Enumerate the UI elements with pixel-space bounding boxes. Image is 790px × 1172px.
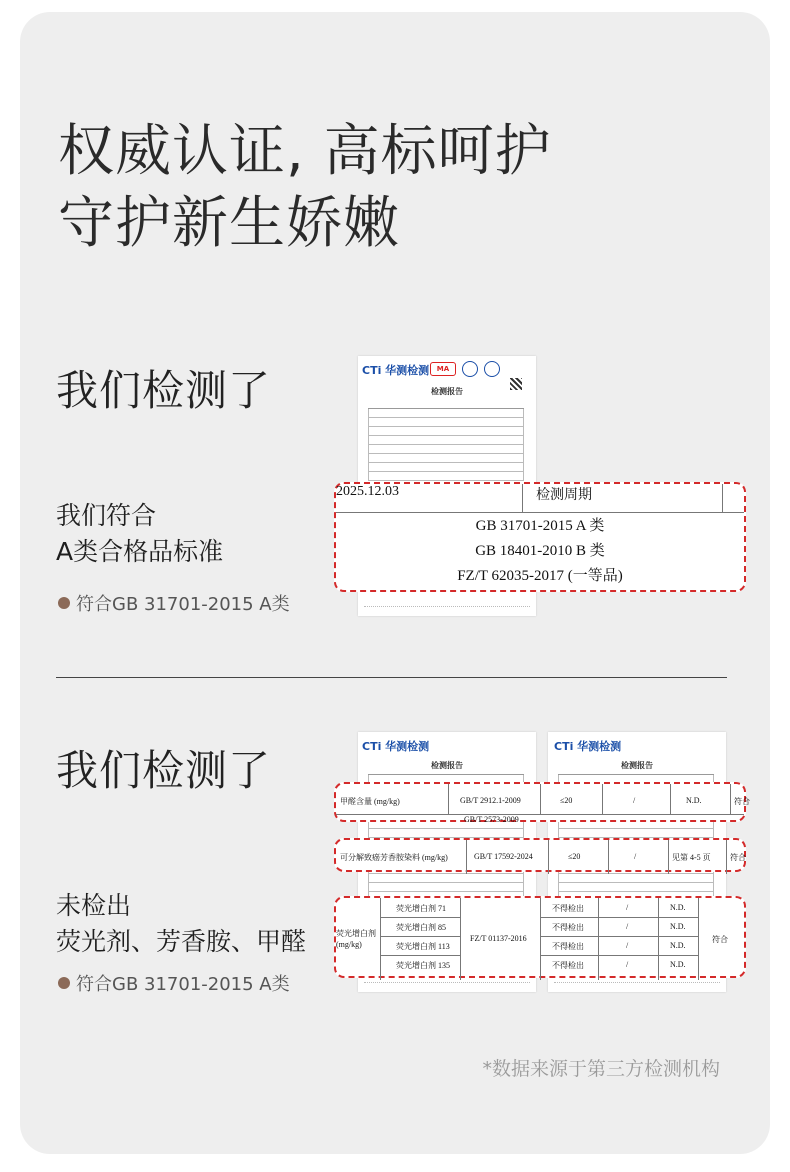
formaldehyde-limit: ≤20 <box>560 796 573 805</box>
report-title: 检测报告 <box>431 386 463 396</box>
report-title: 检测报告 <box>621 760 653 770</box>
brightener-row-limit: 不得检出 <box>552 961 584 970</box>
report-footer <box>364 982 530 984</box>
brightener-row-result: N.D. <box>670 941 686 950</box>
section2-note-text: 符合GB 31701-2015 A类 <box>76 974 290 995</box>
brightener-row-result: N.D. <box>670 922 686 931</box>
brightener-row-dash: / <box>626 903 629 912</box>
amine-result: 见第 4-5 页 <box>672 853 711 862</box>
period-label: 检测周期 <box>536 488 592 503</box>
headline-line1: 权威认证, 高标呵护 <box>58 119 552 184</box>
brightener-row-name: 荧光增白剂 71 <box>396 904 446 913</box>
report-title: 检测报告 <box>431 760 463 770</box>
section1-sub-line1: 我们符合 <box>56 501 157 530</box>
brightener-row-dash: / <box>626 922 629 931</box>
headline-line2: 守护新生娇嫩 <box>58 191 400 256</box>
section2-sub-line1: 未检出 <box>56 891 132 920</box>
section2-sub-line2: 荧光剂、芳香胺、甲醛 <box>56 927 307 956</box>
amine-item: 可分解致癌芳香胺染料 (mg/kg) <box>340 853 448 862</box>
formaldehyde-dash: / <box>633 796 636 805</box>
formaldehyde-method: GB/T 2912.1-2009 <box>460 796 521 805</box>
cti-logo: CTi 华测检测 <box>362 740 430 753</box>
ilac-seal-icon <box>462 361 478 377</box>
brightener-method: FZ/T 01137-2016 <box>470 934 527 943</box>
brightener-row-result: N.D. <box>670 903 686 912</box>
cnas-seal-icon <box>484 361 500 377</box>
section-divider <box>56 677 727 678</box>
poster-card <box>20 12 770 1154</box>
brightener-item-line1: 荧光增白剂 <box>336 929 376 938</box>
aromatic-amine-highlight-box <box>334 838 746 872</box>
amine-verdict: 符合 <box>730 853 746 862</box>
section1-note-text: 符合GB 31701-2015 A类 <box>76 594 290 615</box>
brightener-highlight-box <box>334 896 746 978</box>
cma-mark-icon: MA <box>430 362 456 376</box>
formaldehyde-result: N.D. <box>686 796 702 805</box>
formaldehyde-highlight-box <box>334 782 750 824</box>
section2-note <box>58 970 290 996</box>
standard-1: GB 31701-2015 A 类 <box>475 518 605 534</box>
brightener-row-limit: 不得检出 <box>552 923 584 932</box>
bullet-dot-icon <box>58 597 70 609</box>
brightener-row-dash: / <box>626 960 629 969</box>
report-footer <box>554 982 720 984</box>
report-table <box>368 408 524 481</box>
data-source-note: *数据来源于第三方检测机构 <box>482 1058 720 1080</box>
section1-title: 我们检测了 <box>56 366 272 415</box>
brightener-item-line2: (mg/kg) <box>336 940 362 949</box>
amine-dash: / <box>634 852 637 861</box>
brightener-verdict: 符合 <box>712 935 728 944</box>
standards-highlight-box <box>334 482 746 592</box>
formaldehyde-item: 甲醛含量 (mg/kg) <box>340 797 400 806</box>
standard-3: FZ/T 62035-2017 (一等品) <box>457 568 623 584</box>
brightener-row-limit: 不得检出 <box>552 942 584 951</box>
cti-logo: CTi 华测检测 <box>362 364 430 377</box>
brightener-row-name: 荧光增白剂 85 <box>396 923 446 932</box>
section1-sub-line2: A类合格品标准 <box>56 537 224 566</box>
section1-note <box>58 590 290 616</box>
section2-title: 我们检测了 <box>56 746 272 795</box>
brightener-row-name: 荧光增白剂 113 <box>396 942 450 951</box>
report-footer <box>364 606 530 608</box>
brightener-row-dash: / <box>626 941 629 950</box>
report-date: 2025.12.03 <box>336 484 399 499</box>
brightener-row-result: N.D. <box>670 960 686 969</box>
bullet-dot-icon <box>58 977 70 989</box>
brightener-row-name: 荧光增白剂 135 <box>396 961 450 970</box>
standard-2: GB 18401-2010 B 类 <box>475 543 605 559</box>
formaldehyde-verdict: 符合 <box>734 797 750 806</box>
amine-limit: ≤20 <box>568 852 581 861</box>
amine-method: GB/T 17592-2024 <box>474 852 533 861</box>
formaldehyde-overflow-method: GB/T 2573-2009 <box>464 815 519 824</box>
cti-logo: CTi 华测检测 <box>554 740 622 753</box>
brightener-row-limit: 不得检出 <box>552 904 584 913</box>
